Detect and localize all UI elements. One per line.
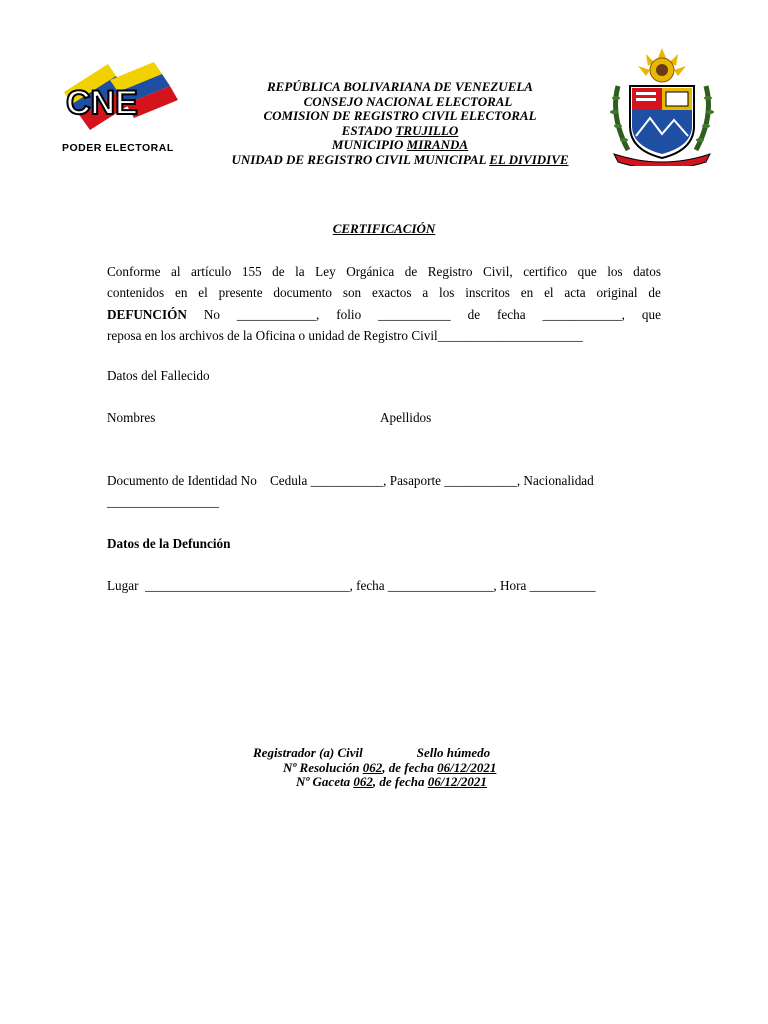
paragraph-word: presente (218, 285, 263, 301)
document-title: CERTIFICACIÓN (332, 221, 436, 236)
header-state (180, 124, 620, 139)
paragraph-word: artículo (191, 264, 232, 279)
paragraph-word: en (174, 285, 188, 301)
document-footer (0, 746, 768, 790)
paragraph-word: datos (633, 264, 661, 279)
paragraph-line-4: reposa en los archivos de la Oficina o unidad de Registro Civil______________________ (107, 327, 583, 343)
death-section-label: Datos de la Defunción (107, 536, 231, 551)
defuncion-label: DEFUNCIÓN (107, 306, 187, 322)
paragraph-word: al (171, 264, 181, 279)
certification-paragraph (107, 261, 661, 346)
header-unit (180, 153, 620, 168)
paragraph-word: el (198, 285, 208, 301)
footer-gazette (0, 775, 768, 790)
paragraph-word: Conforme (107, 264, 161, 279)
registrar-label: Registrador (a) Civil (253, 745, 363, 760)
paragraph-word: de (648, 285, 661, 301)
paragraph-word: son (342, 285, 362, 301)
paragraph-word: que (641, 306, 661, 322)
footer-resolution (0, 761, 768, 776)
footer-signature-line (0, 746, 768, 761)
paragraph-word: Registro (427, 264, 473, 279)
paragraph-word: que (577, 264, 597, 279)
seal-label: Sello húmedo (416, 745, 491, 760)
paragraph-word: los (607, 264, 623, 279)
header-unit-value: EL DIVIDIVE (489, 151, 569, 167)
cne-caption: PODER ELECTORAL (62, 142, 174, 154)
header-council: CONSEJO NACIONAL ELECTORAL (303, 93, 513, 109)
header-state-value: TRUJILLO (395, 122, 459, 138)
resolution-date: 06/12/2021 (437, 759, 497, 775)
cne-logo (50, 62, 182, 154)
header-municipality-prefix: MUNICIPIO (331, 137, 407, 152)
paragraph-word: folio (336, 306, 362, 322)
paragraph-word: No (203, 306, 220, 322)
paragraph-word: el (544, 285, 554, 301)
paragraph-word: acta (564, 285, 586, 301)
paragraph-word: de (467, 306, 481, 322)
paragraph-word: Orgánica (346, 264, 395, 279)
paragraph-word: ___________ (378, 306, 451, 322)
paragraph-word: inscritos (465, 285, 510, 301)
header-municipality (180, 138, 620, 153)
gazette-mid: , de fecha (372, 774, 428, 789)
paragraph-word: ____________, (542, 306, 625, 322)
header-commission: COMISION DE REGISTRO CIVIL ELECTORAL (263, 108, 537, 123)
paragraph-word: en (520, 285, 534, 301)
paragraph-word: a (422, 285, 429, 301)
paragraph-word: fecha (497, 306, 526, 322)
nationality-blank: _________________ (107, 494, 220, 509)
paragraph-word: documento (273, 285, 332, 301)
cne-letters: CNE (66, 84, 138, 122)
resolution-prefix: Nº Resolución (283, 759, 363, 775)
header-unit-prefix: UNIDAD DE REGISTRO CIVIL MUNICIPAL (231, 151, 490, 167)
paragraph-line-2 (107, 282, 661, 303)
surnames-label: Apellidos (380, 410, 432, 425)
paragraph-word: Ley (315, 264, 336, 279)
header-republic: REPÚBLICA BOLIVARIANA DE VENEZUELA (267, 79, 533, 94)
paragraph-word: Civil, (482, 264, 513, 279)
paragraph-word: los (439, 285, 455, 301)
paragraph-word: la (295, 264, 305, 279)
document-header (180, 80, 620, 167)
paragraph-word: de (404, 264, 418, 279)
header-municipality-value: MIRANDA (406, 137, 469, 152)
paragraph-word: original (596, 285, 638, 301)
gazette-number: 062 (353, 774, 373, 789)
identity-document-line: Documento de Identidad No Cedula ___________, Pasaporte ___________, Nacionalidad (107, 473, 594, 488)
paragraph-word: contenidos (107, 285, 165, 301)
resolution-mid: , de fecha (382, 759, 438, 775)
place-date-hour-line: Lugar _______________________________, fecha ________________, Hora __________ (107, 578, 596, 593)
coat-of-arms (606, 46, 718, 166)
paragraph-line-1 (107, 261, 661, 282)
paragraph-word: de (272, 264, 285, 279)
gazette-date: 06/12/2021 (427, 774, 487, 789)
paragraph-line-3 (107, 304, 661, 325)
names-label: Nombres (107, 410, 156, 425)
resolution-number: 062 (362, 759, 383, 775)
paragraph-word: exactos (371, 285, 412, 301)
header-state-prefix: ESTADO (341, 122, 396, 138)
gazette-prefix: Nº Gaceta (296, 774, 354, 789)
deceased-section-label: Datos del Fallecido (107, 368, 210, 383)
paragraph-word: certifico (523, 264, 568, 279)
paragraph-word: 155 (241, 264, 262, 279)
paragraph-word: ____________, (236, 306, 320, 322)
